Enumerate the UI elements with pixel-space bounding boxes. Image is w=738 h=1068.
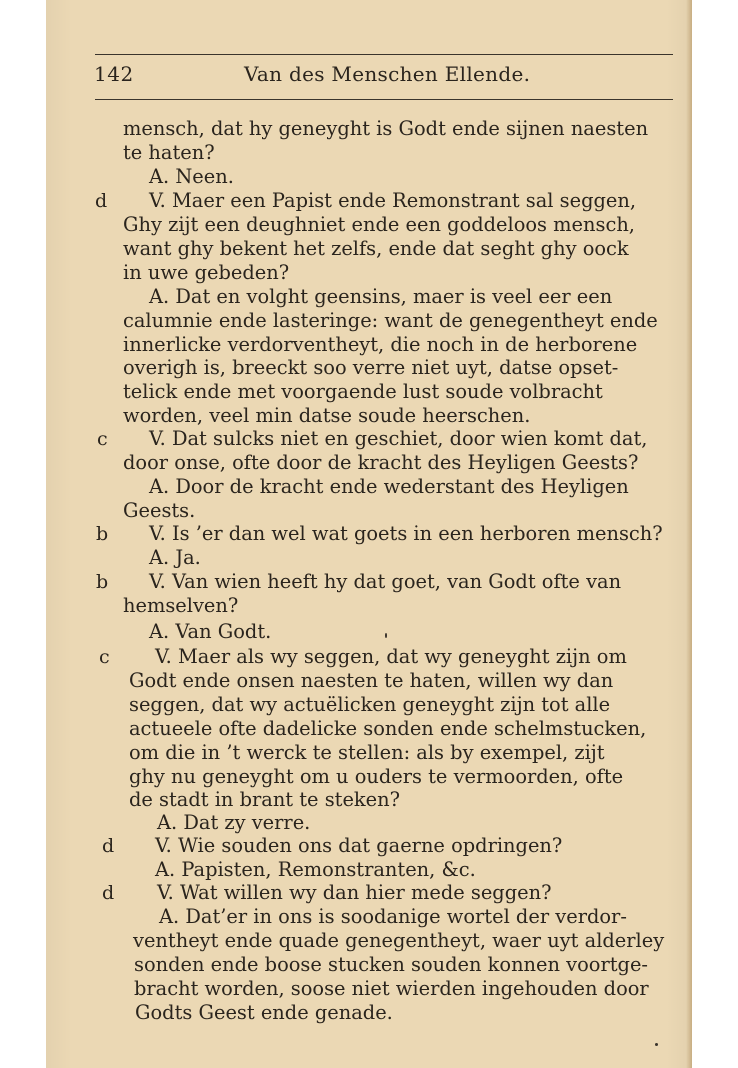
text-line: te haten? xyxy=(123,141,215,164)
text-line: V. Wie souden ons dat gaerne opdringen? xyxy=(155,834,563,857)
text-line: telick ende met voorgaende lust soude volbracht xyxy=(123,380,603,403)
margin-mark: d xyxy=(102,882,115,904)
text-line: hemselven? xyxy=(123,594,239,617)
margin-mark: c xyxy=(97,428,108,450)
text-line: A. Door de kracht ende wederstant des Heyligen xyxy=(149,475,629,498)
text-line: A. Neen. xyxy=(149,165,234,188)
header-rule-bottom xyxy=(95,99,673,100)
margin-mark: d xyxy=(102,835,115,857)
paper-speck xyxy=(655,1043,658,1046)
text-line: actueele ofte dadelicke sonden ende schelmstucken, xyxy=(129,717,647,740)
text-line: V. Maer als wy seggen, dat wy geneyght zijn om xyxy=(155,645,627,668)
text-line: A. Van Godt. xyxy=(149,620,272,643)
text-line: V. Is ’er dan wel wat goets in een herboren mensch? xyxy=(149,522,663,545)
margin-mark: b xyxy=(96,523,109,545)
text-line: in uwe gebeden? xyxy=(123,261,290,284)
text-line: mensch, dat hy geneyght is Godt ende sijnen naesten xyxy=(123,117,649,140)
text-line: A. Ja. xyxy=(149,546,201,569)
text-line: Godt ende onsen naesten te haten, willen wy dan xyxy=(129,669,614,692)
text-line: A. Papisten, Remonstranten, &c. xyxy=(155,858,476,881)
text-line: V. Van wien heeft hy dat goet, van Godt ofte van xyxy=(149,570,622,593)
text-line: V. Maer een Papist ende Remonstrant sal seggen, xyxy=(149,189,637,212)
text-line: calumnie ende lasteringe: want de genegentheyt ende xyxy=(123,309,658,332)
text-line: V. Dat sulcks niet en geschiet, door wien komt dat, xyxy=(149,427,648,450)
text-line: Godts Geest ende genade. xyxy=(135,1001,393,1024)
text-line: om die in ’t werck te stellen: als by exempel, zijt xyxy=(129,741,605,764)
text-line: A. Dat en volght geensins, maer is veel eer een xyxy=(149,285,613,308)
text-line: seggen, dat wy actuëlicken geneyght zijn tot alle xyxy=(129,693,611,716)
text-line: overigh is, breeckt soo verre niet uyt, datse opset- xyxy=(123,356,619,379)
page-number: 142 xyxy=(94,62,134,86)
text-line: bracht worden, soose niet wierden ingehouden door xyxy=(134,977,649,1000)
text-line: ventheyt ende quade genegentheyt, waer uyt alderley xyxy=(133,929,665,952)
text-line: de stadt in brant te steken? xyxy=(129,788,401,811)
text-line: sonden ende boose stucken souden konnen voortge- xyxy=(134,953,648,976)
text-line: V. Wat willen wy dan hier mede seggen? xyxy=(157,881,552,904)
text-line: innerlicke verdorventheyt, die noch in de herborene xyxy=(123,333,638,356)
text-line: ghy nu geneyght om u ouders te vermoorden, ofte xyxy=(129,765,624,788)
paper-speck xyxy=(385,633,387,638)
text-line: A. Dat zy verre. xyxy=(157,811,311,834)
margin-mark: b xyxy=(96,571,109,593)
text-line: Ghy zijt een deughniet ende een goddeloos mensch, xyxy=(123,213,635,236)
running-title: Van des Menschen Ellende. xyxy=(244,62,531,86)
text-line: worden, veel min datse soude heerschen. xyxy=(123,404,531,427)
text-line: want ghy bekent het zelfs, ende dat seght ghy oock xyxy=(123,237,629,260)
margin-mark: d xyxy=(95,190,108,212)
text-line: Geests. xyxy=(123,499,196,522)
page-edge-shadow xyxy=(686,0,692,1068)
margin-mark: c xyxy=(99,646,110,668)
text-line: door onse, ofte door de kracht des Heyligen Geests? xyxy=(123,451,639,474)
text-line: A. Dat’er in ons is soodanige wortel der verdor- xyxy=(159,905,627,928)
header-rule-top xyxy=(95,54,673,55)
